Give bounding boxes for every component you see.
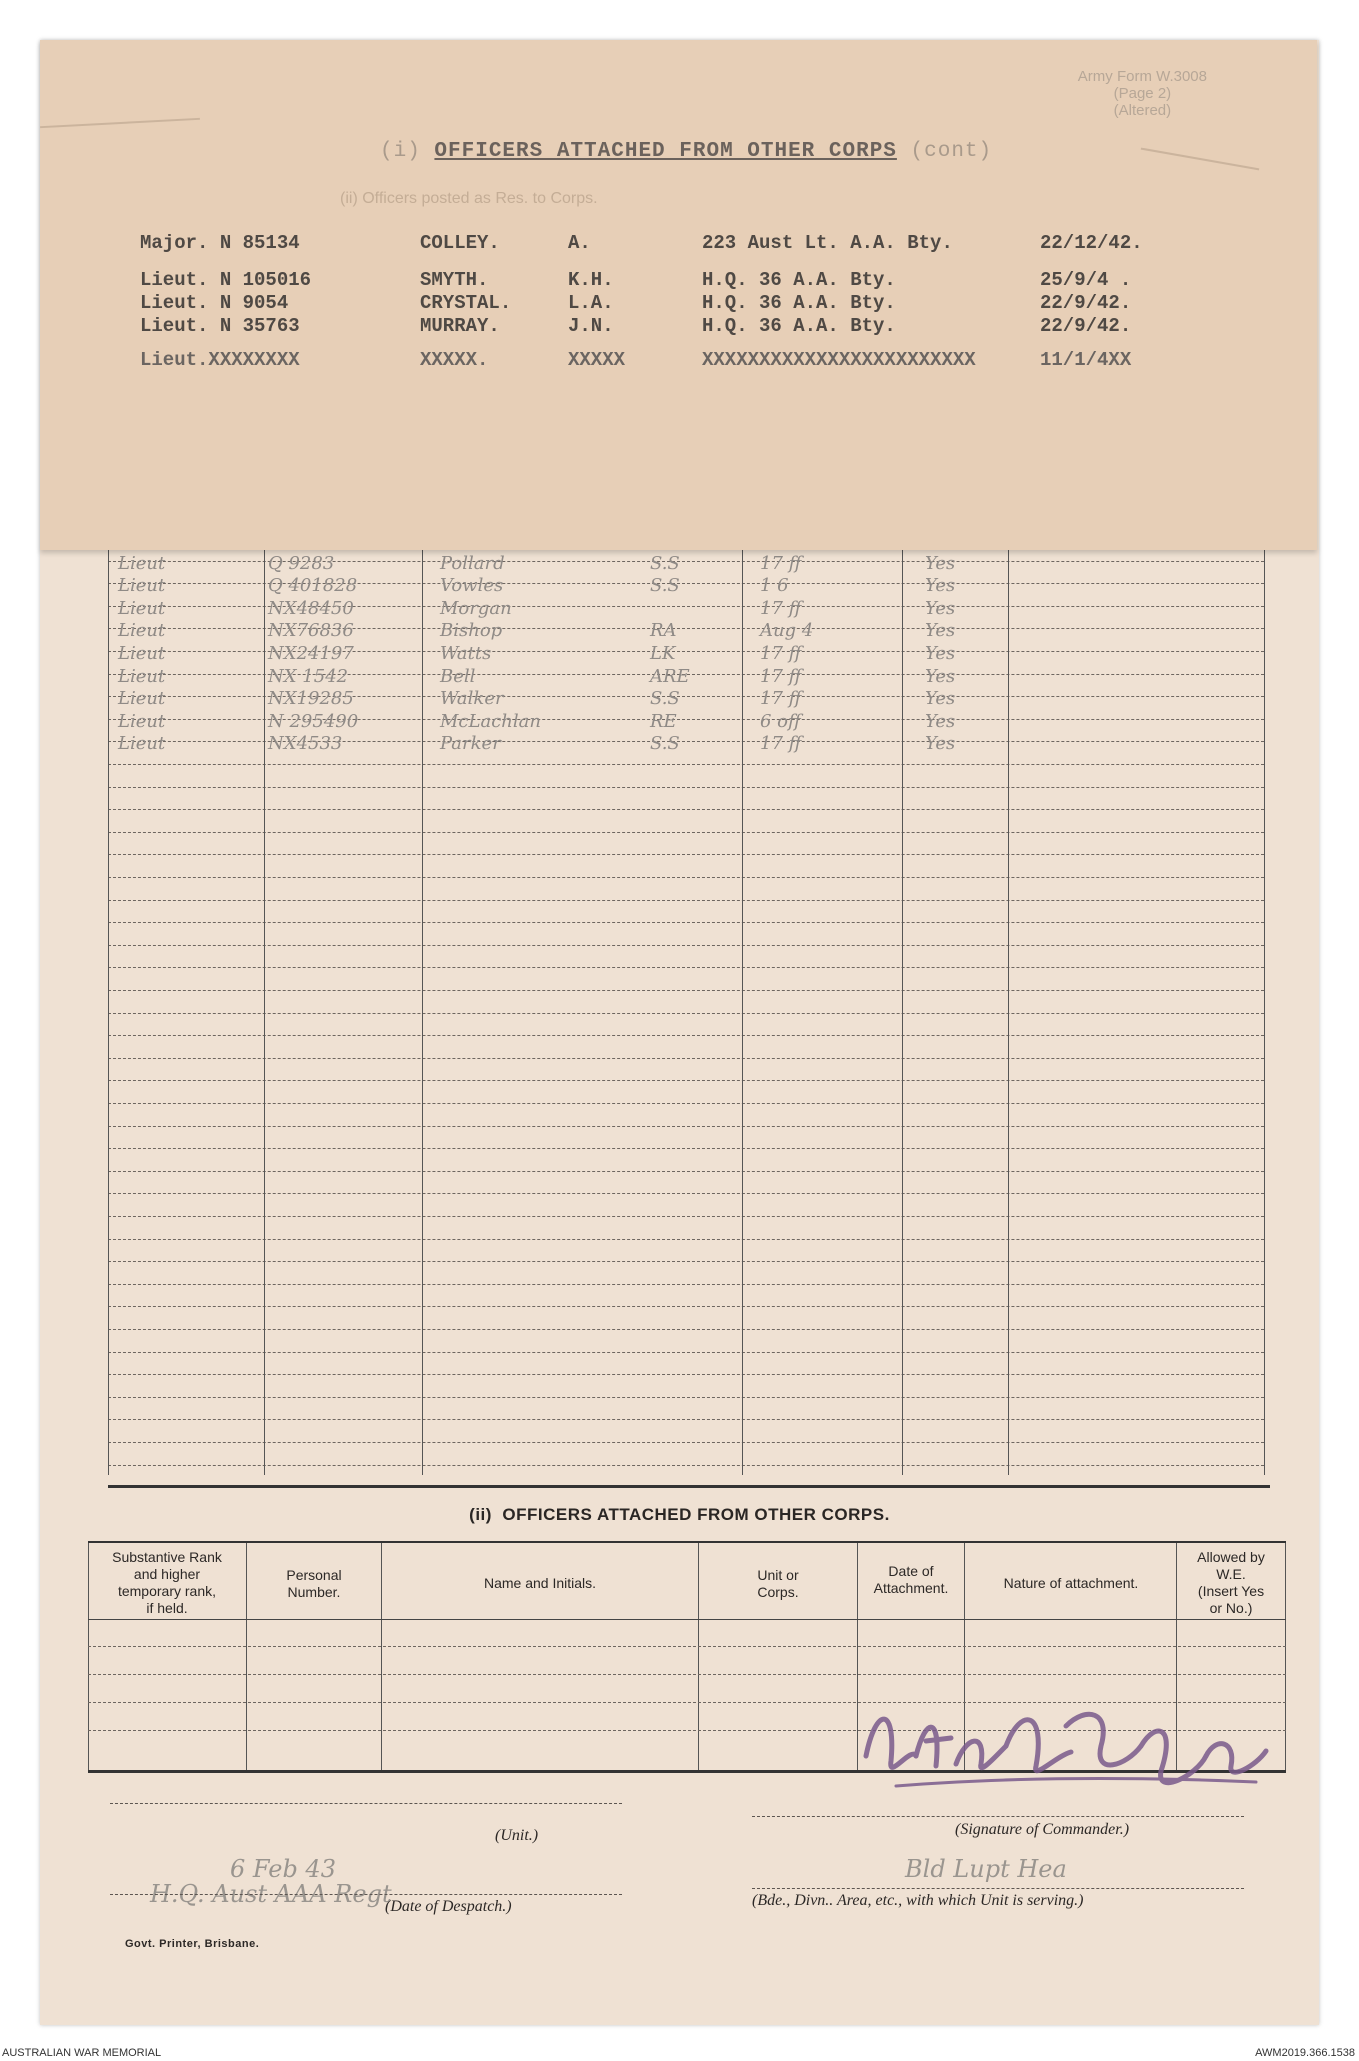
date-line: [110, 1894, 622, 1895]
table-i-ruled-line: [108, 1284, 1264, 1285]
printer-imprint: Govt. Printer, Brisbane.: [125, 1938, 260, 1950]
typed-name: COLLEY.: [420, 232, 500, 254]
handwritten-rank: Lieut: [118, 710, 166, 732]
header-name: Name and Initials.: [483, 1575, 597, 1591]
typed-rank: Lieut. N 35763: [140, 315, 300, 337]
table-i-ruled-line: [108, 1058, 1264, 1059]
table-i-ruled-line: [108, 900, 1264, 901]
table-i-ruled-line: [108, 1080, 1264, 1081]
handwritten-rank: Lieut: [118, 552, 166, 574]
slip-subheading: (ii) Officers posted as Res. to Corps.: [340, 190, 598, 207]
handwritten-name: Morgan: [440, 597, 512, 619]
handwritten-corps: S.S: [650, 552, 680, 574]
typed-date: 25/9/4 .: [1040, 269, 1132, 291]
table-i-ruled-line: [108, 1193, 1264, 1194]
typed-initials: XXXXX: [568, 349, 626, 371]
table-i-border-right: [1264, 525, 1265, 1475]
signature-caption: (Signature of Commander.): [955, 1821, 1130, 1838]
typed-initials: A.: [568, 232, 591, 254]
handwritten-date: 6 off: [760, 710, 801, 732]
table-i-ruled-line: [108, 1171, 1264, 1172]
table-i-ruled-line: [108, 809, 1264, 810]
handwritten-allowed: Yes: [925, 597, 956, 619]
table-i-ruled-line: [108, 1035, 1264, 1036]
handwritten-allowed: Yes: [925, 552, 956, 574]
table-i-ruled-line: [108, 832, 1264, 833]
table-i-divider: [422, 525, 423, 1475]
handwritten-name: Watts: [440, 643, 492, 664]
handwritten-corps: ARE: [650, 665, 690, 687]
unit-line: [110, 1803, 622, 1804]
table-i-ruled-line: [108, 967, 1264, 968]
header-allowed: Allowed by W.E. (Insert Yes or No.): [1197, 1549, 1265, 1616]
table-i-ruled-line: [108, 854, 1264, 855]
typed-rank: Lieut. N 9054: [140, 292, 289, 314]
handwritten-date: 1 6: [760, 575, 789, 597]
typed-unit: H.Q. 36 A.A. Bty.: [702, 269, 896, 291]
bde-caption: (Bde., Divn.. Area, etc., with which Unit is serving.): [752, 1892, 1084, 1909]
handwritten-allowed: Yes: [925, 688, 956, 710]
table-i-ruled-line: [108, 1306, 1264, 1307]
table-i-ruled-line: [108, 1013, 1264, 1014]
handwritten-allowed: Yes: [925, 620, 956, 642]
header-number: Personal Number.: [286, 1567, 342, 1600]
handwritten-rank: Lieut: [118, 665, 166, 687]
handwritten-allowed: Yes: [925, 575, 956, 597]
table-i-ruled-line: [108, 1126, 1264, 1127]
typed-name: XXXXX.: [420, 349, 489, 371]
table-i-border-left: [108, 525, 109, 1475]
typed-unit: H.Q. 36 A.A. Bty.: [702, 315, 896, 337]
commander-signature-stamp: [856, 1686, 1276, 1816]
handwritten-date: Aug 4: [760, 620, 814, 642]
typed-unit: 223 Aust Lt. A.A. Bty.: [702, 232, 953, 254]
table-i-ruled-line: [108, 787, 1264, 788]
typed-date: 22/9/42.: [1040, 315, 1132, 337]
handwritten-name: Vowles: [440, 575, 504, 597]
handwritten-rank: Lieut: [118, 643, 166, 664]
typed-initials: K.H.: [568, 269, 614, 291]
handwritten-number: NX4533: [268, 733, 343, 755]
table-i-bottom-rule: [108, 1485, 1270, 1488]
table-i-divider: [742, 525, 743, 1475]
handwritten-name: Bishop: [440, 620, 503, 642]
table-i-ruled-line: [108, 1374, 1264, 1375]
handwritten-number: NX24197: [268, 643, 354, 664]
date-value: 6 Feb 43: [230, 1855, 336, 1883]
table-i-divider: [902, 525, 903, 1475]
table-i-ruled-line: [108, 1329, 1264, 1330]
table-i-ruled-line: [108, 1216, 1264, 1217]
table-i-ruled-line: [108, 764, 1264, 765]
handwritten-corps: RA: [650, 620, 677, 642]
table-i-ruled-line: [108, 922, 1264, 923]
table-i-ruled-line: [108, 1148, 1264, 1149]
handwritten-corps: RE: [650, 710, 677, 732]
archive-label: AUSTRALIAN WAR MEMORIAL: [2, 2047, 162, 2059]
typed-rank: Lieut.XXXXXXXX: [140, 349, 300, 371]
table-i-ruled-line: [108, 1261, 1264, 1262]
bde-line: [752, 1888, 1244, 1889]
typed-initials: J.N.: [568, 315, 614, 337]
handwritten-corps: S.S: [650, 575, 680, 597]
header-nature: Nature of attachment.: [1003, 1575, 1139, 1591]
typed-date: 22/9/42.: [1040, 292, 1132, 314]
archive-id: AWM2019.366.1538: [1255, 2047, 1355, 2059]
handwritten-date: 17 ff: [760, 688, 802, 710]
handwritten-allowed: Yes: [925, 710, 956, 732]
signature-line: [752, 1816, 1244, 1817]
handwritten-allowed: Yes: [925, 643, 956, 664]
header-rank: Substantive Rank and higher temporary rank, if held.: [112, 1549, 222, 1616]
handwritten-corps: LK: [650, 643, 676, 664]
handwritten-date: 17 ff: [760, 733, 802, 755]
table-i-ruled-line: [108, 1465, 1264, 1466]
table-i-ruled-line: [108, 1442, 1264, 1443]
handwritten-corps: S.S: [650, 688, 680, 710]
table-i-ruled-line: [108, 945, 1264, 946]
handwritten-name: Pollard: [440, 552, 505, 574]
typed-name: CRYSTAL.: [420, 292, 512, 314]
table-i-divider: [264, 525, 265, 1475]
table-i-ruled-line: [108, 1239, 1264, 1240]
handwritten-date: 17 ff: [760, 643, 802, 664]
form-reference: Army Form W.3008 (Page 2) (Altered): [1077, 68, 1207, 119]
typed-unit: XXXXXXXXXXXXXXXXXXXXXXXX: [702, 349, 976, 371]
typed-name: MURRAY.: [420, 315, 500, 337]
table-i-ruled-line: [108, 1419, 1264, 1420]
section-ii-title: (ii) OFFICERS ATTACHED FROM OTHER CORPS.: [469, 1505, 890, 1524]
typed-date: 22/12/42.: [1040, 232, 1143, 254]
unit-value: H.Q. Aust AAA Regt: [150, 1880, 392, 1908]
typed-unit: H.Q. 36 A.A. Bty.: [702, 292, 896, 314]
typed-rank: Lieut. N 105016: [140, 269, 312, 291]
typed-rank: Major. N 85134: [140, 232, 300, 254]
typed-date: 11/1/4XX: [1040, 349, 1132, 371]
handwritten-rank: Lieut: [118, 733, 166, 755]
table-i-ruled-line: [108, 990, 1264, 991]
handwritten-number: NX 1542: [268, 665, 349, 687]
handwritten-rank: Lieut: [118, 575, 166, 597]
handwritten-name: Walker: [440, 688, 504, 710]
handwritten-number: NX76836: [268, 620, 354, 642]
handwritten-number: N 295490: [268, 710, 359, 732]
bde-value: Bld Lupt Hea: [905, 1855, 1067, 1883]
paper-crease: [40, 118, 200, 128]
typed-initials: L.A.: [568, 292, 614, 314]
handwritten-corps: S.S: [650, 733, 680, 755]
handwritten-allowed: Yes: [925, 733, 956, 755]
handwritten-number: NX19285: [268, 688, 354, 710]
table-i-divider: [1008, 525, 1009, 1475]
handwritten-name: Parker: [440, 733, 501, 755]
handwritten-date: 17 ff: [760, 552, 802, 574]
table-i-ruled-line: [108, 877, 1264, 878]
table-i-ruled-line: [108, 1103, 1264, 1104]
handwritten-number: Q 9283: [268, 552, 335, 574]
table-i-ruled-line: [108, 1352, 1264, 1353]
typed-name: SMYTH.: [420, 269, 489, 291]
handwritten-allowed: Yes: [925, 665, 956, 687]
handwritten-name: McLachlan: [440, 710, 541, 732]
handwritten-date: 17 ff: [760, 665, 802, 687]
paper-crease: [1141, 148, 1260, 171]
header-unit: Unit or Corps.: [757, 1567, 799, 1600]
handwritten-rank: Lieut: [118, 620, 166, 642]
slip-heading: (i) OFFICERS ATTACHED FROM OTHER CORPS (cont): [380, 140, 993, 163]
table-i-ruled-line: [108, 1397, 1264, 1398]
header-date: Date of Attachment.: [873, 1563, 949, 1596]
handwritten-rank: Lieut: [118, 597, 166, 619]
unit-caption: (Unit.): [495, 1827, 539, 1844]
handwritten-date: 17 ff: [760, 597, 802, 619]
handwritten-rank: Lieut: [118, 688, 166, 710]
handwritten-number: NX48450: [268, 597, 354, 619]
handwritten-number: Q 401828: [268, 575, 358, 597]
date-caption: (Date of Despatch.): [385, 1898, 512, 1915]
handwritten-name: Bell: [440, 665, 476, 687]
